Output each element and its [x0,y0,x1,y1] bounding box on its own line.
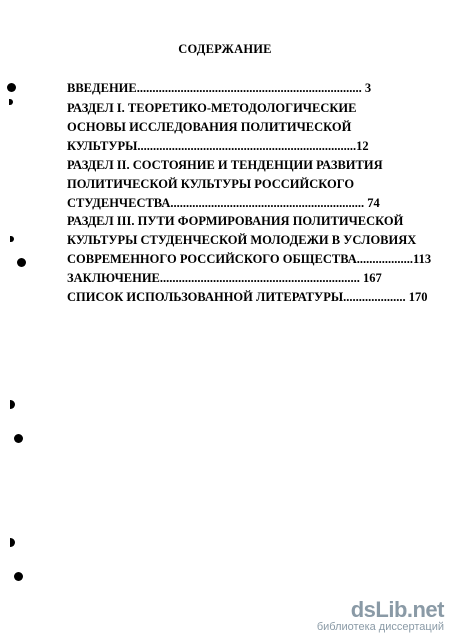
watermark-logo: dsLib.net [350,596,444,622]
toc-entry-section-3-line-3: СОВРЕМЕННОГО РОССИЙСКОГО ОБЩЕСТВА..................113 [67,252,432,266]
toc-entry-section-3-line-2: КУЛЬТУРЫ СТУДЕНЧЕСКОЙ МОЛОДЕЖИ В УСЛОВИЯХ [67,233,417,247]
toc-entry-section-2-line-3: СТУДЕНЧЕСТВА.............................................................. 74 [67,196,380,210]
binder-hole-mark [7,83,16,92]
page-title: СОДЕРЖАНИЕ [178,42,272,56]
binder-hole-mark [10,236,14,242]
toc-entry-references: СПИСОК ИСПОЛЬЗОВАННОЙ ЛИТЕРАТУРЫ.................... 170 [67,290,428,304]
binder-hole-mark [14,434,23,443]
watermark-subtitle: библиотека диссертаций [316,620,444,633]
binder-hole-mark [10,538,15,547]
binder-hole-mark [10,400,15,409]
toc-entry-section-1-line-1: РАЗДЕЛ I. ТЕОРЕТИКО-МЕТОДОЛОГИЧЕСКИЕ [67,101,357,115]
binder-hole-mark [14,572,23,581]
toc-entry-conclusion: ЗАКЛЮЧЕНИЕ................................................................ 167 [67,271,382,285]
binder-hole-mark [9,99,13,105]
watermark [304,596,444,634]
toc-entry-section-2-line-1: РАЗДЕЛ II. СОСТОЯНИЕ И ТЕНДЕНЦИИ РАЗВИТИЯ [67,158,383,172]
toc-entry-section-1-line-2: ОСНОВЫ ИССЛЕДОВАНИЯ ПОЛИТИЧЕСКОЙ [67,120,352,134]
toc-entry-section-3-line-1: РАЗДЕЛ III. ПУТИ ФОРМИРОВАНИЯ ПОЛИТИЧЕСКОЙ [67,214,404,228]
binder-hole-mark [17,258,26,267]
toc-entry-introduction: ВВЕДЕНИЕ........................................................................ 3 [67,81,372,95]
toc-entry-section-2-line-2: ПОЛИТИЧЕСКОЙ КУЛЬТУРЫ РОССИЙСКОГО [67,177,355,191]
toc-entry-section-1-line-3: КУЛЬТУРЫ......................................................................12 [67,139,369,153]
